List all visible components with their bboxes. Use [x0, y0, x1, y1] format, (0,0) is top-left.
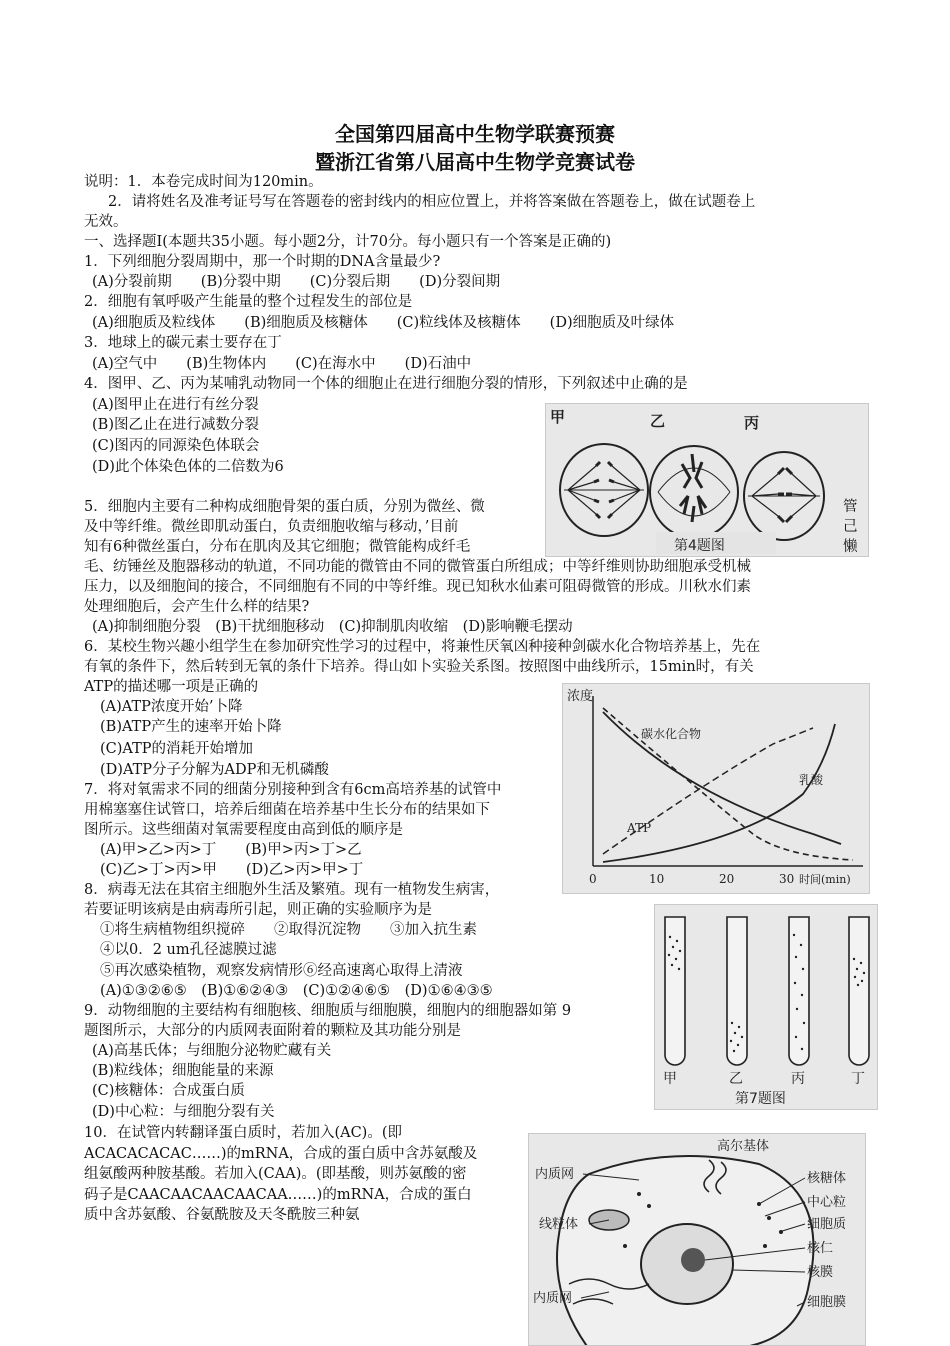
figure-4-cell-division: [545, 403, 869, 557]
fig4-caption: 第4题图: [674, 538, 725, 554]
q2-options: (A)细胞质及粒线体 (B)细胞质及核糖体 (C)粒线体及核糖体 (D)细胞质及叶绿体: [92, 315, 675, 331]
fig6-series-lactic: 乳酸: [799, 773, 824, 787]
q5-line2b: 己: [843, 519, 858, 535]
q9-option-a: (A)高基氏体；与细胞分泌物贮藏有关: [92, 1043, 332, 1059]
fig6-tick-0: 0: [589, 872, 597, 886]
fig6-ylabel: 浓度: [567, 689, 594, 704]
q7-options-cd: (C)乙>丁>丙>甲 (D)乙>丙>甲>丁: [100, 862, 364, 878]
fig9-label-ribosome: 核糖体: [807, 1171, 847, 1186]
fig9-label-cytoplasm: 细胞质: [807, 1217, 847, 1232]
fig6-series-atp: ATP: [627, 821, 652, 835]
q10-line3: 组氨酸两种胺基酸。若加入(CAA)。(即基酸，则苏氨酸的密: [84, 1166, 467, 1182]
fig4-label-bing: 丙: [744, 414, 760, 432]
fig4-cell-bing: [744, 452, 824, 540]
q5-line3b: 懒: [843, 539, 858, 555]
fig7-tube-bing: [789, 917, 809, 1065]
fig4-label-jia: 甲: [550, 408, 566, 426]
q5-line1b: 管: [843, 499, 858, 515]
q3-options: (A)空气中 (B)生物体内 (C)在海水中 (D)石油中: [92, 356, 472, 372]
q7-line1: 7．将对氧需求不同的细菌分别接种到含有6cm高培养基的试管中: [84, 782, 502, 798]
q9-line2: 题图所示，大部分的内质网表面附着的颗粒及其功能分别是: [84, 1023, 461, 1039]
fig9-label-er-bottom: 内质网: [533, 1291, 573, 1306]
q5-line2a: 及中等纤维。微丝即肌动蛋白，负责细胞收缩与移动，’目前: [84, 519, 459, 535]
fig7-tube-ding: [849, 917, 869, 1065]
fig4-label-yi: 乙: [650, 412, 666, 430]
q3-stem: 3．地球上的碳元素士要存在丁: [84, 335, 282, 351]
q10-line2: ACACACACAC……)的mRNA，合成的蛋白质中含苏氨酸及: [84, 1146, 478, 1162]
q10-line5: 质中含苏氨酸、谷氨酰胺及天冬酰胺三种氨: [84, 1207, 360, 1223]
q8-line2: 若要证明该病是由病毒所引起，则正确的实验顺序为是: [84, 902, 432, 918]
figure-7-test-tubes: [654, 904, 878, 1110]
q1-stem: 1．下列细胞分裂周期中，那一个时期的DNA含量最少?: [84, 254, 441, 270]
q7-line2: 用棉塞塞住试管口，培养后细菌在培养基中生长分布的结果如下: [84, 802, 490, 818]
q4-stem: 4．图甲、乙、丙为某哺乳动物同一个体的细胞止在进行细胞分裂的情形，下列叙述中止确的是: [84, 376, 688, 392]
q7-line3: 图所示。这些细菌对氧需要程度由高到低的顺序是: [84, 822, 403, 838]
q8-options: (A)①③②⑥⑤ (B)①⑥②④③ (C)①②④⑥⑤ (D)①⑥④③⑤: [100, 983, 493, 999]
q9-option-c: (C)核糖体：合成蛋白质: [92, 1083, 245, 1099]
q10-line1: 10．在试管内转翻译蛋白质时，若加入(AC)。(即: [84, 1125, 402, 1141]
figure-6-concentration-graph: [562, 683, 870, 894]
q8-line4: ④以0．2 um孔径滤膜过滤: [100, 942, 277, 958]
fig4-cell-yi: [650, 446, 738, 538]
q6-option-a: (A)ATP浓度开始’卜降: [100, 699, 243, 715]
fig9-label-nucleolus: 核仁: [807, 1241, 834, 1256]
fig7-label-yi: 乙: [729, 1071, 743, 1087]
q4-option-c: (C)图丙的同源染色体联会: [92, 438, 260, 454]
fig9-label-er-top: 内质网: [535, 1167, 575, 1182]
fig7-tube-jia: [665, 917, 685, 1065]
q4-option-b: (B)图乙止在进行减数分裂: [92, 417, 259, 433]
q10-line4: 码子是CAACAACAACAACAA……)的mRNA，合成的蛋白: [84, 1187, 472, 1203]
q2-stem: 2．细胞有氧呼吸产生能量的整个过程发生的部位是: [84, 294, 413, 310]
q6-option-c: (C)ATP的消耗开始增加: [100, 741, 254, 757]
fig9-label-nuclear-membrane: 核膜: [807, 1265, 834, 1280]
note-1: 说明：1．本卷完成时间为120min。: [84, 174, 323, 190]
q6-line3: ATP的描述哪一项是正确的: [84, 679, 259, 695]
fig7-caption: 第7题图: [735, 1091, 786, 1107]
fig9-label-centriole: 中心粒: [807, 1195, 847, 1210]
fig9-nucleolus: [681, 1248, 705, 1272]
q8-line3: ①将生病植物组织搅碎 ②取得沉淀物 ③加入抗生素: [100, 922, 477, 938]
fig6-tick-20: 20: [719, 872, 735, 886]
fig9-label-mitochondrion: 线粒体: [539, 1217, 579, 1232]
fig7-label-jia: 甲: [663, 1071, 677, 1087]
fig7-tube-yi: [727, 917, 747, 1065]
q6-option-d: (D)ATP分子分解为ADP和无机磷酸: [100, 762, 329, 778]
fig4-cell-jia: [560, 444, 648, 536]
fig9-label-cell-membrane: 细胞膜: [807, 1295, 847, 1310]
q1-options: (A)分裂前期 (B)分裂中期 (C)分裂后期 (D)分裂间期: [92, 274, 501, 290]
q9-line1: 9．动物细胞的主要结构有细胞核、细胞质与细胞膜，细胞内的细胞器如第 9: [84, 1003, 572, 1019]
q4-option-d: (D)此个体染色体的二倍数为6: [92, 459, 284, 475]
fig9-label-golgi: 高尔基体: [717, 1139, 770, 1154]
q9-option-b: (B)粒线体；细胞能量的来源: [92, 1063, 274, 1079]
fig7-label-ding: 丁: [851, 1071, 865, 1087]
q5-line6: 处理细胞后，会产生什么样的结果?: [84, 599, 310, 615]
exam-title-line2: 暨浙江省第八届高中生物学竞赛试卷: [315, 150, 635, 174]
fig6-xlabel: 时间(min): [799, 873, 851, 886]
note-2: 2．请将姓名及准考证号写在答题卷的密封线内的相应位置上，并将答案做在答题卷上，做在试题卷上: [108, 194, 756, 210]
q8-line5: ⑤再次感染植物，观察发病情形⑥经高速离心取得上清液: [100, 963, 463, 979]
q4-option-a: (A)图甲止在进行有丝分裂: [92, 397, 259, 413]
q7-options-ab: (A)甲>乙>丙>丁 (B)甲>丙>丁>乙: [100, 842, 362, 858]
fig6-series-carb: 碳水化合物: [641, 727, 702, 741]
fig6-tick-30: 30: [779, 872, 795, 886]
fig6-tick-10: 10: [649, 872, 665, 886]
fig7-label-bing: 丙: [791, 1071, 805, 1087]
exam-title-line1: 全国第四届高中生物学联赛预赛: [335, 122, 615, 146]
q8-line1: 8．病毒无法在其宿主细胞外生活及繁殖。现有一植物发生病害，: [84, 882, 500, 898]
q5-line3a: 知有6种微丝蛋白，分布在肌肉及其它细胞；微管能构成纤毛: [84, 539, 471, 555]
q6-option-b: (B)ATP产生的速率开始卜降: [100, 719, 282, 735]
section-heading: 一、选择题Ⅰ(本题共35小题。每小题2分，计70分。每小题只有一个答案是正确的): [84, 234, 612, 250]
q5-line1a: 5．细胞内主要有二种构成细胞骨架的蛋白质，分别为微丝、微: [84, 499, 485, 515]
q6-line1: 6．某校生物兴趣小组学生在参加研究性学习的过程中，将兼性厌氧凶种接种剑碳水化合物培养基上，先在: [84, 639, 761, 655]
q6-line2: 有氧的条件下，然后转到无氧的条什下培养。得山如卜实验关系图。按照图中曲线所示，15min时，有关: [84, 659, 754, 675]
q5-line4: 毛、纺锤丝及胞器移动的轨道，不同功能的微管由不同的微管蛋白所组成；中等纤维则协助细胞承受机械: [84, 559, 751, 575]
q5-options: (A)抑制细胞分裂 (B)干扰细胞移动 (C)抑制肌肉收缩 (D)影响鞭毛摆动: [92, 619, 573, 635]
note-3: 无效。: [84, 214, 128, 230]
figure-9-animal-cell: [528, 1133, 866, 1346]
q9-option-d: (D)中心粒：与细胞分裂有关: [92, 1104, 275, 1120]
q5-line5: 压力，以及细胞间的接合，不同细胞有不同的中等纤维。现已知秋水仙素可阻碍微管的形成。川秋水们素: [84, 579, 751, 595]
